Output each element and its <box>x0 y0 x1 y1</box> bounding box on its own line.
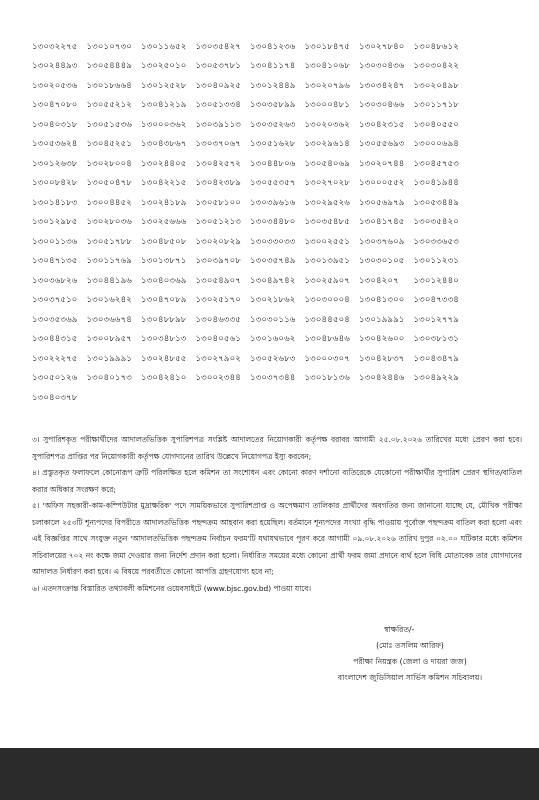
table-row <box>32 349 524 369</box>
roll-number-cell: ১৩০০০৩৬২ <box>141 119 187 130</box>
roll-number-cell: ১৩০১৯৯৯১ <box>359 314 405 325</box>
roll-number-cell: ১৩০১৮৪৭৫ <box>304 41 350 52</box>
roll-number-cell: ১৩০৪৭৩৩৪ <box>413 295 459 306</box>
roll-number-cell: ১৩০৫১৩৩৪ <box>195 100 241 111</box>
roll-number-cell: ১৩০৫২৬৮৩ <box>250 353 296 364</box>
signatory-office: বাংলাদেশ জুডিসিয়াল সার্ভিস কমিশন সচিবালয়। <box>337 673 483 682</box>
roll-number-cell: ১৩০৩০১০৫ <box>359 256 405 267</box>
roll-number-cell: ১৩০৩৫৮৯৯ <box>250 100 296 111</box>
roll-number-cell: ১৩০৫৩৪৪৯ <box>413 197 459 208</box>
roll-number-cell: ১৩০০৮৪২৮ <box>32 178 78 189</box>
roll-number-cell: ১৩০৩৫৪২০ <box>413 217 459 228</box>
roll-number-cell: ১৩০০৪৪৫২ <box>86 197 132 208</box>
roll-number-cell: ১৩০০০৪৮১ <box>304 100 350 111</box>
roll-number-cell: ১৩০৫৩৬২৪ <box>32 139 78 150</box>
roll-number-cell: ১৩০৩৩০৩৩ <box>250 236 296 247</box>
roll-number-cell: ১৩০৪৫২৫১ <box>86 139 132 150</box>
roll-number-cell: ১৩০৩৫৪২৭ <box>195 41 241 52</box>
roll-number-cell: ১৩০২৫৯০৭ <box>304 275 350 286</box>
signatory-designation: পরীক্ষা নিয়ন্ত্রক (জেলা ও দায়রা জজ) <box>353 657 467 666</box>
roll-number-cell: ১৩০৪৮৮৯৮ <box>141 314 187 325</box>
note-4: ৪। প্রস্তুতকৃত ফলাফলে কোনোরূপ ত্রুটি পরিলক্ষিত হলে কমিশন তা সংশোধন এবং কোনো কারণ দর্শানো ব্যতিরেকে যেকোনো পরীক্ষার্থীর সুপারিশ প্রেরণ স্থগিত/বাতিল করার অধিকার সংরক্ষণ করে; <box>32 468 522 494</box>
signature-block <box>300 622 520 686</box>
note-5: ৫। 'অফিস সহকারী-কাম-কম্পিউটার মুদ্রাক্ষরিক' পদে সাময়িকভাবে সুপারিশপ্রাপ্ত ও অপেক্ষমাণ তালিকার প্রার্থীদের অবগতির জন্য জানানো যাচ্ছে যে, মৌখিক পরীক্ষা চলাকালে ২৫৩টি শূন্যপদের বিপরীতে আদালতভিত্তিক পছন্দক্রম আহবান করা হয়েছিল। বর্তমানে শূন্যপদের সংখ্যা বৃদ্ধি পাওয়ায় পূর্বোক্ত পছন্দক্রম বাতিল করা হলো এবং এই বিজ্ঞপ্তির সাথে সংযুক্ত নতুন 'আদালতভিত্তিক পছন্দক্রম নির্বাচন ফরম'টি যথাযথভাবে পূরণ করে আগামী ০৯.০৮.২০২৬ তারিখ দুপুর ০২.০০ ঘটিকার মধ্যে কমিশন সচিবালয়ের ৭০২ নং কক্ষে জমা দেওয়ার জন্য নির্দেশ প্রদান করা হলো। নির্ধারিত সময়ের মধ্যে কোনো প্রার্থী ফরম জমা প্রদানে ব্যর্থ হলে বিধি মোতাবেক তার যোগদানের আদালত নির্ধারণ করা হবে। এ বিষয়ে পরবর্তীতে কোনো আপত্তি গ্রহণযোগ্য হবে না; <box>32 501 522 576</box>
roll-number-cell: ১৩০৪১৩০০ <box>359 295 405 306</box>
roll-number-cell: ১৩০৪৬৩৩৫ <box>195 314 241 325</box>
roll-number-cell: ১৩০৫৫৩৫৭ <box>250 178 296 189</box>
roll-number-cell: ১৩০৩৭০৬৭ <box>195 139 241 150</box>
roll-number-cell: ১৩০৪২২১৫ <box>141 178 187 189</box>
roll-number-cell: ১৩০১৩৯৫১ <box>304 256 350 267</box>
roll-number-cell: ১৩০১২৫২৮ <box>141 80 187 91</box>
roll-number-cell: ১৩০৪০৩১৮ <box>32 119 78 130</box>
roll-number-cell: ১৩০৫৪৪৪৯ <box>86 61 132 72</box>
roll-number-table <box>32 37 524 408</box>
roll-number-cell: ১৩০৩৯১১৩ <box>195 119 241 130</box>
roll-number-cell: ১৩০২৯৬১৪ <box>304 139 350 150</box>
roll-number-cell: ১৩০০২৫৫১ <box>304 236 350 247</box>
roll-number-cell: ১৩০৪৮৫০৮ <box>141 236 187 247</box>
roll-number-cell: ১৩০৫৬৯৭৯ <box>359 197 405 208</box>
roll-number-cell: ১৩০২০৭৪৪ <box>359 158 405 169</box>
roll-number-cell: ১৩০৪৮৬৪৬ <box>304 334 350 345</box>
roll-number-cell: ১৩০২৮০০৪ <box>86 158 132 169</box>
signatory-name: (মোঃ তসলিম আরিফ) <box>376 641 444 650</box>
roll-number-cell: ১৩০২০৩৬২ <box>304 119 350 130</box>
table-row <box>32 135 524 155</box>
roll-number-cell: ১৩০৪৯২২৯ <box>413 373 459 384</box>
table-row <box>32 271 524 291</box>
roll-number-cell: ১৩০১৮৬৬৪ <box>86 80 132 91</box>
roll-number-cell: ১৩০৩৯৭০৮ <box>195 256 241 267</box>
table-row <box>32 330 524 350</box>
roll-number-cell: ১৩০৪২৪৪৬ <box>359 373 405 384</box>
roll-number-cell: ১৩০৩০০০৪ <box>304 295 350 306</box>
roll-number-cell: ১৩০০১১৩৬ <box>32 236 78 247</box>
roll-number-cell: ১৩০১২৪৪৯ <box>250 80 296 91</box>
roll-number-cell: ১৩০২৪৪৯৩ <box>32 61 78 72</box>
roll-number-cell: ১৩০৪১০৬৮ <box>304 61 350 72</box>
roll-number-cell: ১৩০৫৪০৬৯ <box>304 158 350 169</box>
roll-number-cell: ১৩০৫৮১০০ <box>195 197 241 208</box>
note-3: ৩। সুপারিশকৃত পরীক্ষার্থীদের আদালতভিত্তিক সুপারিশপত্র সংশ্লিষ্ট আদালতের নিয়োগকারী কর্তৃপক্ষ বরাবর আগামী ২৫.০৮.২০২৬ তারিখের মধ্যে প্রেরণ করা হবে। সুপারিশপত্র প্রাপ্তির পর নিয়োগকারী কর্তৃপক্ষ যোগদানের তারিখ উল্লেখে নিয়োগপত্র ইস্যু করবেন; <box>32 435 522 461</box>
roll-number-cell: ১৩০৩০৪৩৬ <box>359 61 405 72</box>
roll-number-cell: ১৩০৫১৬২৮ <box>250 139 296 150</box>
roll-number-cell: ১৩০৪১২৩৬ <box>250 41 296 52</box>
roll-number-cell: ১৩০১২৪৪০ <box>413 275 459 286</box>
roll-number-cell: ১৩০৪৩৮৬৭ <box>141 139 187 150</box>
roll-number-cell: ১৩০৪১২১৯ <box>141 100 187 111</box>
roll-number-cell: ১৩০৩০৪২২ <box>413 61 459 72</box>
roll-number-cell: ১৩০৪২৩১৫ <box>359 119 405 130</box>
roll-number-cell: ১৩০৩৪৮১৩ <box>141 334 187 345</box>
roll-number-cell: ১৩০১০৭৩০ <box>86 41 132 52</box>
roll-number-cell: ১৩০১১৬৫২ <box>141 41 187 52</box>
table-row <box>32 193 524 213</box>
table-row <box>32 232 524 252</box>
roll-number-cell: ১৩০৪০৩৭৮ <box>32 392 78 403</box>
roll-number-cell: ১৩০৪৪১৯৬ <box>86 275 132 286</box>
roll-number-cell: ১৩০৪৭১৩৫ <box>32 256 78 267</box>
table-row <box>32 291 524 311</box>
roll-number-cell: ১৩০১২৯৮৫ <box>32 217 78 228</box>
roll-number-cell: ১৩০৫১৫৩৬ <box>86 119 132 130</box>
roll-number-cell: ১৩০২৮০৩৬ <box>86 217 132 228</box>
roll-number-cell: ১৩০৩৪২৪৭ <box>359 80 405 91</box>
roll-number-cell: ১৩০৫১৭৮৮ <box>86 236 132 247</box>
roll-number-cell: ১৩০৩৫৩৬৯ <box>32 314 78 325</box>
roll-number-cell: ১৩০২৭৯০২ <box>195 353 241 364</box>
roll-number-cell: ১৩০১৬২৪২ <box>86 295 132 306</box>
roll-number-cell: ১৩০৫৪৯০৭ <box>195 275 241 286</box>
roll-number-cell: ১৩০৪৭০৮০ <box>32 100 78 111</box>
roll-number-cell: ১৩০২২২৭৫ <box>32 353 78 364</box>
roll-number-cell: ১৩০৩৮১৩১ <box>413 334 459 345</box>
table-row <box>32 369 524 389</box>
roll-number-cell: ১৩০৪৮৬১২ <box>413 41 459 52</box>
roll-number-cell: ১৩০২০৮২৯ <box>195 236 241 247</box>
roll-number-cell: ১৩০৪৪৩১৫ <box>32 334 78 345</box>
roll-number-cell: ১৩০৩২২৭৫ <box>32 41 78 52</box>
roll-number-cell: ১৩০৪১৯৪৪ <box>413 178 459 189</box>
notice-notes <box>32 432 522 597</box>
roll-number-cell: ১৩০৫০১২৬ <box>32 373 78 384</box>
roll-number-cell: ১৩০২৪১৮৯ <box>141 197 187 208</box>
roll-number-cell: ১৩০২৫১৭০ <box>195 295 241 306</box>
table-row <box>32 37 524 57</box>
roll-number-cell: ১৩০৪৭০৮৯ <box>141 295 187 306</box>
roll-number-cell: ১৩০৫৩৭৮১ <box>195 61 241 72</box>
roll-number-cell: ১৩০৫৫২১২ <box>86 100 132 111</box>
signed-mark: স্বাক্ষরিত/- <box>384 625 415 634</box>
roll-number-cell: ১৩০৪২৮৩৭ <box>359 353 405 364</box>
roll-number-cell: ১৩০৪২৬০০ <box>359 334 405 345</box>
roll-number-cell: ১৩০২৭০২৮ <box>304 178 350 189</box>
roll-number-cell: ১৩০২৯৫২৬ <box>304 197 350 208</box>
roll-number-cell: ১৩০০০৬৯৪ <box>413 139 459 150</box>
roll-number-cell: ১৩০৫৫৬৯৩ <box>359 139 405 150</box>
roll-number-cell: ১৩০২০৫৩৬ <box>32 80 78 91</box>
roll-number-cell: ১৩০২৭৮৪০ <box>359 41 405 52</box>
roll-number-cell: ১৩০১২৭৭৯ <box>413 314 459 325</box>
roll-number-cell: ১৩০২৪৮৫৫ <box>141 353 187 364</box>
roll-number-cell: ১৩০১৪১৮৩ <box>32 197 78 208</box>
roll-number-cell: ১৩০১৮১৩৬ <box>304 373 350 384</box>
roll-number-cell: ১৩০৪৪৮০৬ <box>250 158 296 169</box>
roll-number-cell: ১৩০৪০১৭৩ <box>86 373 132 384</box>
roll-number-cell: ১৩০০০৩০৭ <box>304 353 350 364</box>
roll-number-cell: ১৩০১১২৩১ <box>413 256 459 267</box>
roll-number-cell: ১৩০২৪৪০৫ <box>141 158 187 169</box>
roll-number-cell: ১৩০২৫০১০ <box>141 61 187 72</box>
roll-number-cell: ১৩০১৯৯৯১ <box>86 353 132 364</box>
table-row <box>32 388 524 408</box>
roll-number-cell: ১৩০১২৬৩৮ <box>32 158 78 169</box>
roll-number-cell: ১৩০৪৯৭৪২ <box>250 275 296 286</box>
roll-number-cell: ১৩০৩৭৫১০ <box>32 295 78 306</box>
roll-number-cell: ১৩০৩৫৭৪৯ <box>250 256 296 267</box>
roll-number-cell: ১৩০২৫৬৬৬ <box>141 217 187 228</box>
roll-number-cell: ১৩০১১৭১৮ <box>413 100 459 111</box>
roll-number-cell: ১৩০৪৫৭৫৩ <box>413 158 459 169</box>
roll-number-cell: ১৩০১১৭৬৯ <box>86 256 132 267</box>
table-row <box>32 57 524 77</box>
roll-number-cell: ১৩০৩৯৬১৬ <box>250 197 296 208</box>
roll-number-cell: ১৩০৪২৫৭২ <box>195 158 241 169</box>
table-row <box>32 115 524 135</box>
roll-number-cell: ১৩০৪২০৭ <box>359 275 399 286</box>
roll-number-cell: ১৩০০০৫৫২ <box>359 178 405 189</box>
roll-number-cell: ১৩০৩০৪৬৬ <box>359 100 405 111</box>
roll-number-cell: ১৩০৪১১৭৪ <box>250 61 296 72</box>
roll-number-cell: ১৩০৩৫২৬৩ <box>250 119 296 130</box>
note-6: ৬। এতদসংক্রান্ত বিস্তারিত তথ্যাবলী কমিশনের ওয়েবসাইটে (www.bjsc.gov.bd) পাওয়া যাবে। <box>32 583 312 593</box>
table-row <box>32 174 524 194</box>
roll-number-cell: ১৩০৪০৯২৫ <box>195 80 241 91</box>
roll-number-cell: ১৩০৩৬৬৭৪ <box>86 314 132 325</box>
roll-number-cell: ১৩০১৩৮৭১ <box>141 256 187 267</box>
roll-number-cell: ১৩০৩৫৪৮৫ <box>304 217 350 228</box>
roll-number-cell: ১৩০৫১২১৩ <box>195 217 241 228</box>
roll-number-cell: ১৩০৩৭৬০৯ <box>359 236 405 247</box>
roll-number-cell: ১৩০৩৬৮২৬ <box>32 275 78 286</box>
table-row <box>32 252 524 272</box>
roll-number-cell: ১৩০২১৮৬২ <box>250 295 296 306</box>
roll-number-cell: ১৩০৪২৪১০ <box>141 373 187 384</box>
table-row <box>32 76 524 96</box>
table-row <box>32 154 524 174</box>
roll-number-cell: ১৩০২০৭৯৬ <box>304 80 350 91</box>
table-row <box>32 96 524 116</box>
roll-number-cell: ১৩০৩৩৬৫৩ <box>413 236 459 247</box>
roll-number-cell: ১৩০০২৩৪৪ <box>195 373 241 384</box>
roll-number-cell: ১৩০০৮৯৫৭ <box>86 334 132 345</box>
roll-number-cell: ১৩০৪২৩৮৯ <box>195 178 241 189</box>
roll-number-cell: ১৩০৩০১১৬ <box>250 314 296 325</box>
roll-number-cell: ১৩০৪৩৪৭৯ <box>413 353 459 364</box>
roll-number-cell: ১৩০৫০৪৭৮ <box>86 178 132 189</box>
roll-number-cell: ১৩০৪৪৫০৪ <box>304 314 350 325</box>
roll-number-cell: ১৩০৪০৫৫০ <box>413 119 459 130</box>
table-row <box>32 213 524 233</box>
roll-number-cell: ১৩০৪০৫৬১ <box>195 334 241 345</box>
roll-number-cell: ১৩০৪০৩৬৯ <box>141 275 187 286</box>
roll-number-cell: ১৩০৩৭৩৪৪ <box>250 373 296 384</box>
roll-number-cell: ১৩০১৬০৬২ <box>250 334 296 345</box>
roll-number-cell: ১৩০৩৪৪৮০ <box>250 217 296 228</box>
roll-number-cell: ১৩০২০৪৯৮ <box>413 80 459 91</box>
table-row <box>32 310 524 330</box>
roll-number-cell: ১৩০৪১৭৪৫ <box>359 217 405 228</box>
viewer-bottom-bar <box>0 748 539 800</box>
